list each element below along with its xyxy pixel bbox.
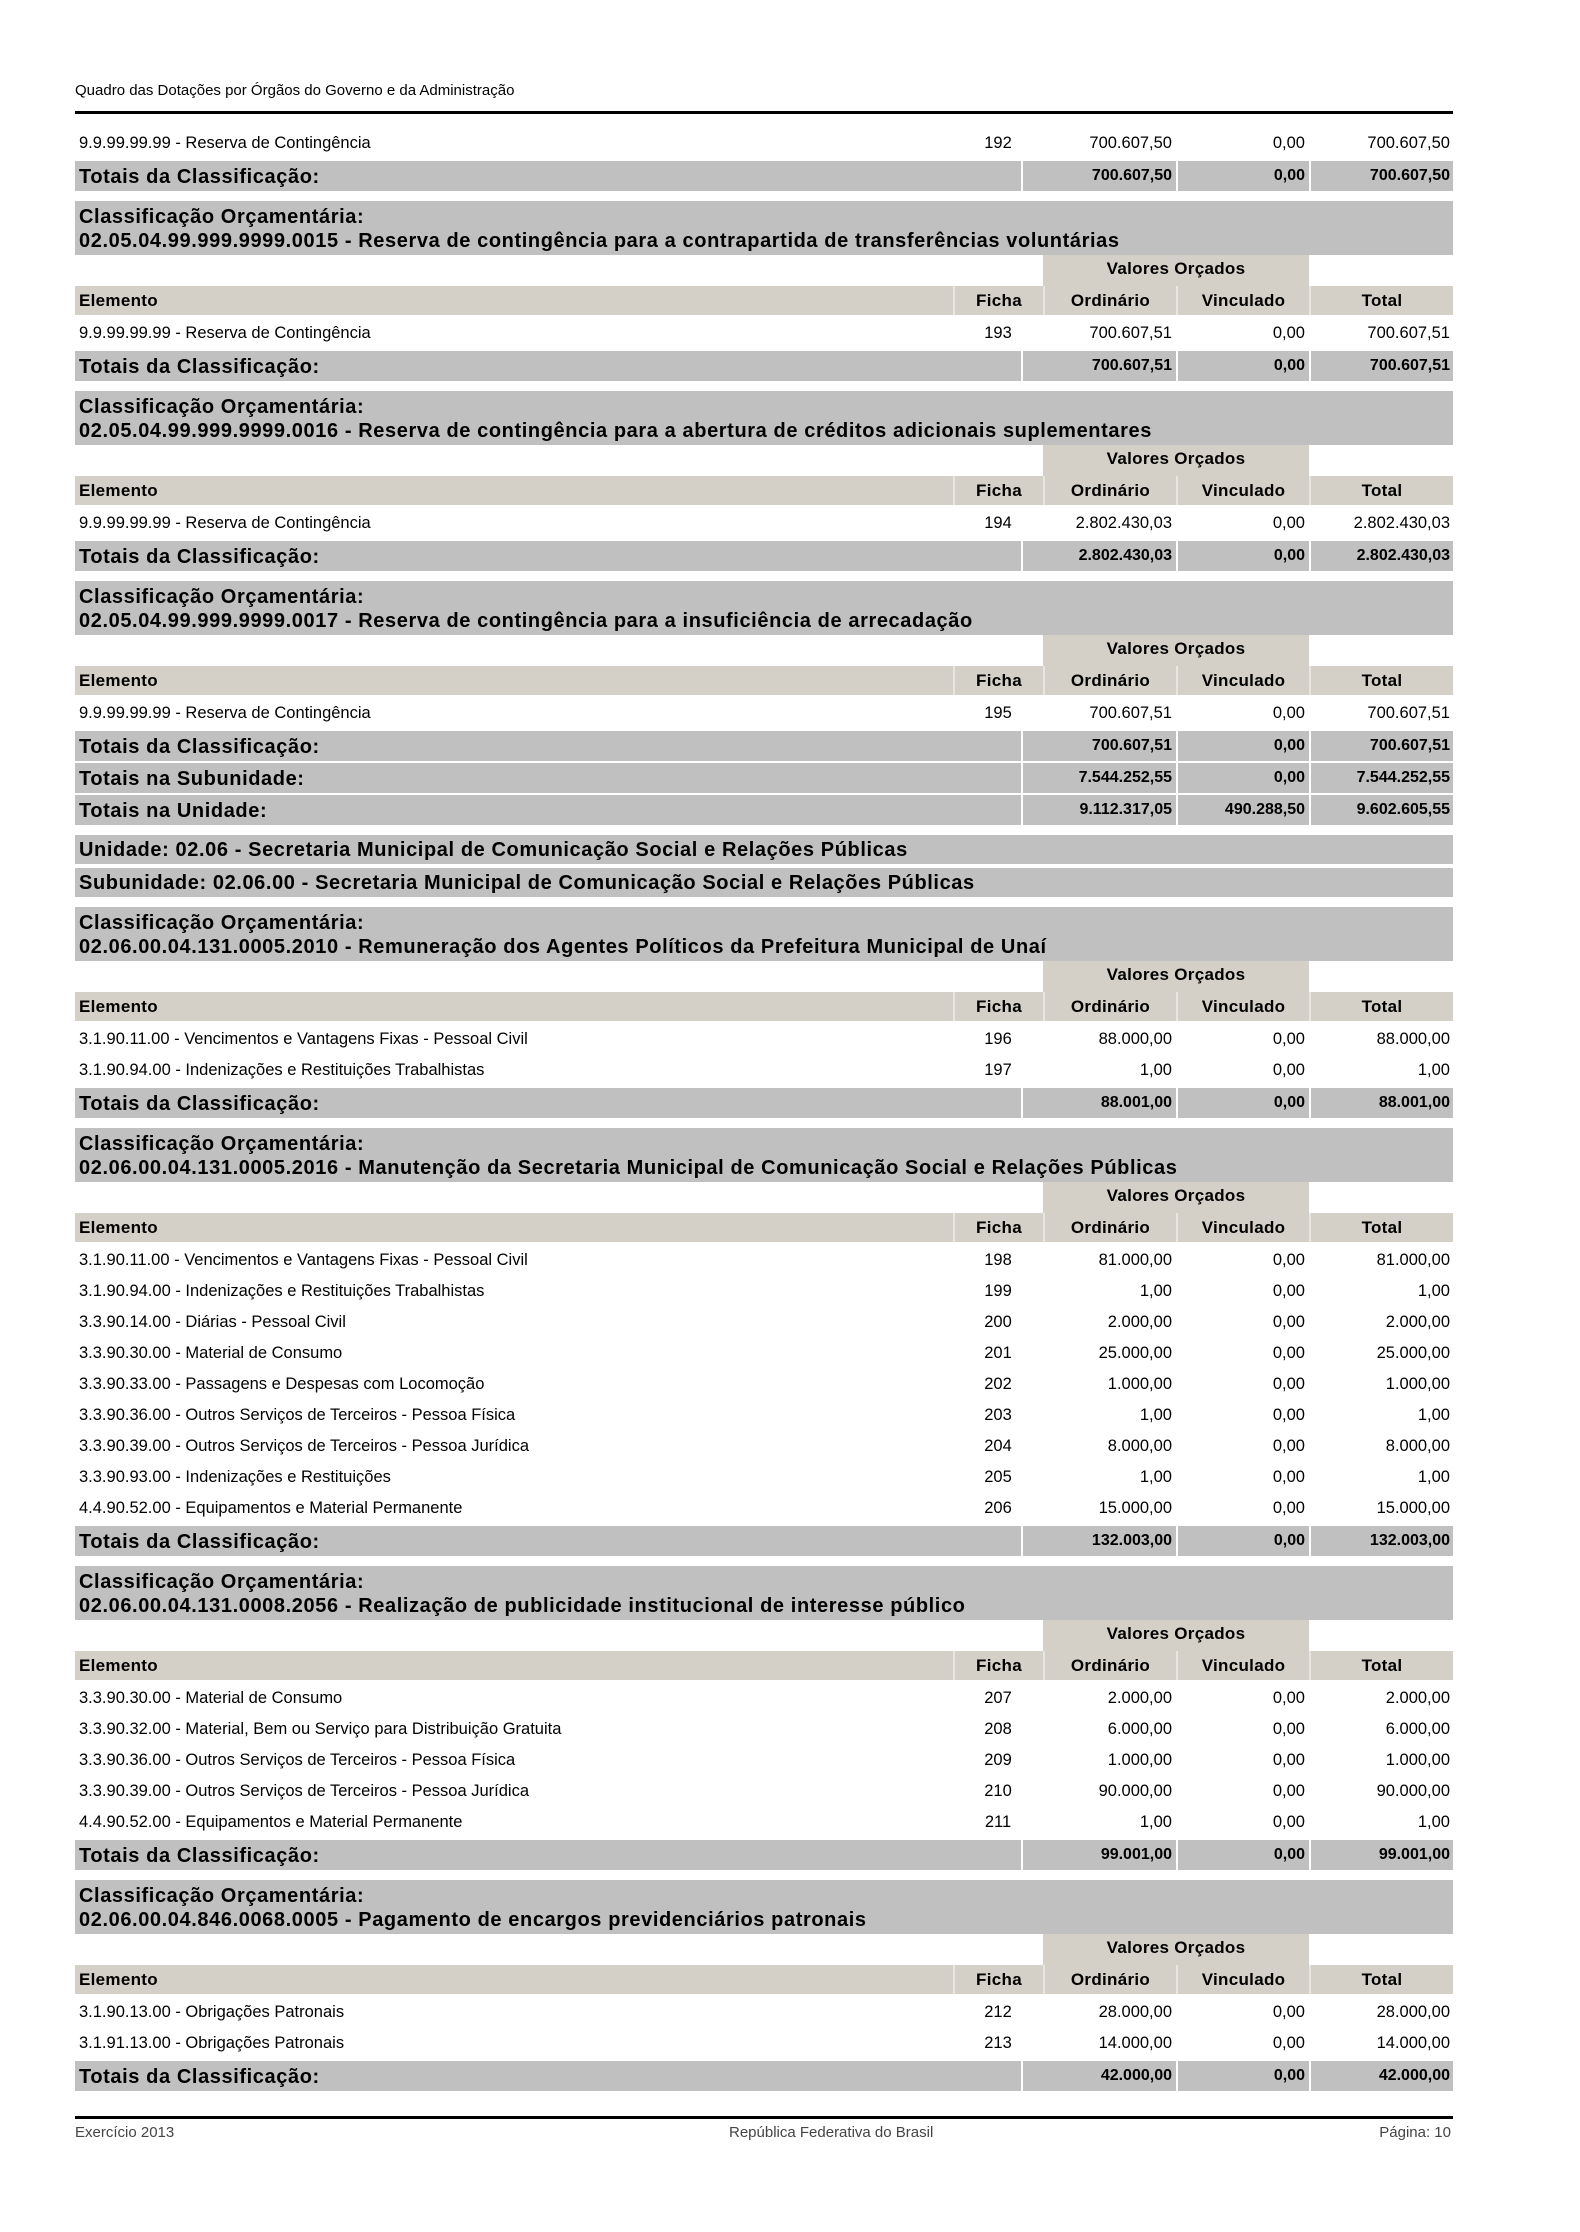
- subunit-heading: Subunidade: 02.06.00 - Secretaria Municipal de Comunicação Social e Relações Públicas: [75, 868, 1453, 897]
- classification-label: Classificação Orçamentária:: [79, 396, 365, 418]
- cell-total: 2.000,00: [1385, 1313, 1450, 1331]
- column-header-total: Total: [1309, 666, 1453, 695]
- cell-total: 25.000,00: [1376, 1344, 1450, 1362]
- totals-label: Totais da Classificação:: [75, 1526, 1021, 1556]
- unit-totals-ordinario: 9.112.317,05: [1021, 795, 1176, 825]
- cell-ordinario: 1,00: [1139, 1282, 1172, 1300]
- cell-ordinario: 8.000,00: [1107, 1437, 1172, 1455]
- classification-block: [75, 1128, 1453, 1556]
- column-header-row: [75, 286, 1453, 315]
- cell-vinculado: 0,00: [1272, 1782, 1305, 1800]
- cell-ficha: 194: [984, 514, 1012, 532]
- unit-totals-total: 9.602.605,55: [1309, 795, 1453, 825]
- column-header-ficha: Ficha: [953, 476, 1043, 505]
- cell-vinculado: 0,00: [1272, 1282, 1305, 1300]
- totals-label: Totais da Classificação:: [75, 731, 1021, 761]
- cell-ordinario: 700.607,50: [1089, 134, 1172, 152]
- column-header-total: Total: [1309, 476, 1453, 505]
- column-header-ordinario: Ordinário: [1043, 286, 1176, 315]
- cell-elemento: 9.9.99.99.99 - Reserva de Contingência: [79, 134, 371, 152]
- cell-elemento: 3.3.90.33.00 - Passagens e Despesas com Locomoção: [79, 1375, 485, 1393]
- cell-ordinario: 90.000,00: [1098, 1782, 1172, 1800]
- cell-ficha: 193: [984, 324, 1012, 342]
- table-row: [75, 2028, 1453, 2059]
- classification-block: [75, 201, 1453, 381]
- totals-ordinario: 88.001,00: [1021, 1088, 1176, 1118]
- classification-heading: [75, 1566, 1453, 1620]
- totals-vinculado: 0,00: [1176, 2061, 1309, 2091]
- table-row: [75, 1683, 1453, 1714]
- cell-vinculado: 0,00: [1272, 1344, 1305, 1362]
- cell-total: 88.000,00: [1376, 1030, 1450, 1048]
- cell-elemento: 3.1.90.11.00 - Vencimentos e Vantagens Fixas - Pessoal Civil: [79, 1251, 528, 1269]
- cell-vinculado: 0,00: [1272, 1406, 1305, 1424]
- table-row: [75, 1745, 1453, 1776]
- unit-heading: Unidade: 02.06 - Secretaria Municipal de Comunicação Social e Relações Públicas: [75, 835, 1453, 864]
- cell-elemento: 3.3.90.30.00 - Material de Consumo: [79, 1344, 343, 1362]
- footer-page-number: Página: 10: [1379, 2124, 1451, 2141]
- classification-totals-row: [75, 351, 1453, 381]
- table-row: [75, 1776, 1453, 1807]
- column-header-total: Total: [1309, 992, 1453, 1021]
- cell-total: 1,00: [1417, 1468, 1450, 1486]
- cell-elemento: 3.3.90.39.00 - Outros Serviços de Terceiros - Pessoa Jurídica: [79, 1782, 529, 1800]
- column-header-ficha: Ficha: [953, 1213, 1043, 1242]
- carryover-rows: [75, 128, 1453, 159]
- classification-code: 02.05.04.99.999.9999.0016 - Reserva de contingência para a abertura de créditos adicionais suplementares: [79, 420, 1152, 442]
- cell-total: 700.607,51: [1367, 704, 1450, 722]
- cell-elemento: 3.3.90.93.00 - Indenizações e Restituições: [79, 1468, 391, 1486]
- table-row: [75, 1493, 1453, 1524]
- cell-total: 1,00: [1417, 1061, 1450, 1079]
- cell-elemento: 3.1.90.11.00 - Vencimentos e Vantagens Fixas - Pessoal Civil: [79, 1030, 528, 1048]
- cell-vinculado: 0,00: [1272, 704, 1305, 722]
- column-header-vinculado: Vinculado: [1176, 1651, 1309, 1680]
- table-row: [75, 1276, 1453, 1307]
- classification-heading: [75, 391, 1453, 445]
- budget-values-header: [75, 255, 1453, 286]
- cell-total: 15.000,00: [1376, 1499, 1450, 1517]
- cell-ficha: 200: [984, 1313, 1012, 1331]
- classification-label: Classificação Orçamentária:: [79, 206, 365, 228]
- classification-heading: [75, 1880, 1453, 1934]
- column-header-total: Total: [1309, 286, 1453, 315]
- cell-ficha: 213: [984, 2034, 1012, 2052]
- header-spacer: [75, 1934, 1043, 1965]
- totals-label: Totais da Classificação:: [75, 161, 1021, 191]
- column-header-row: [75, 1651, 1453, 1680]
- totals-total: 700.607,50: [1309, 161, 1453, 191]
- classification-code: 02.06.00.04.846.0068.0005 - Pagamento de encargos previdenciários patronais: [79, 1909, 867, 1931]
- table-row: [75, 1997, 1453, 2028]
- budget-values-header: [75, 635, 1453, 666]
- cell-ficha: 206: [984, 1499, 1012, 1517]
- cell-ordinario: 1,00: [1139, 1468, 1172, 1486]
- cell-ficha: 199: [984, 1282, 1012, 1300]
- totals-vinculado: 0,00: [1176, 541, 1309, 571]
- column-header-vinculado: Vinculado: [1176, 1965, 1309, 1994]
- cell-vinculado: 0,00: [1272, 1313, 1305, 1331]
- cell-elemento: 3.3.90.39.00 - Outros Serviços de Terceiros - Pessoa Jurídica: [79, 1437, 529, 1455]
- column-header-vinculado: Vinculado: [1176, 992, 1309, 1021]
- column-header-elemento: Elemento: [79, 1969, 158, 1989]
- cell-ordinario: 2.000,00: [1107, 1313, 1172, 1331]
- table-row: [75, 1024, 1453, 1055]
- column-header-row: [75, 1965, 1453, 1994]
- totals-label: Totais da Classificação:: [75, 541, 1021, 571]
- report-content: [75, 128, 1453, 2093]
- column-header-ficha: Ficha: [953, 286, 1043, 315]
- cell-elemento: 9.9.99.99.99 - Reserva de Contingência: [79, 324, 371, 342]
- unit-totals-label: Totais na Unidade:: [75, 795, 1021, 825]
- header-spacer: [75, 445, 1043, 476]
- cell-total: 2.802.430,03: [1353, 514, 1450, 532]
- classification-block: [75, 391, 1453, 571]
- totals-total: 99.001,00: [1309, 1840, 1453, 1870]
- cell-total: 700.607,51: [1367, 324, 1450, 342]
- cell-vinculado: 0,00: [1272, 1061, 1305, 1079]
- footer-exercise-year: Exercício 2013: [75, 2124, 175, 2141]
- column-header-vinculado: Vinculado: [1176, 1213, 1309, 1242]
- column-header-ficha: Ficha: [953, 992, 1043, 1021]
- totals-vinculado: 0,00: [1176, 1088, 1309, 1118]
- classification-label: Classificação Orçamentária:: [79, 1885, 365, 1907]
- cell-ordinario: 700.607,51: [1089, 324, 1172, 342]
- cell-vinculado: 0,00: [1272, 1689, 1305, 1707]
- budget-values-header: [75, 1182, 1453, 1213]
- classification-code: 02.06.00.04.131.0008.2056 - Realização de publicidade institucional de interesse público: [79, 1595, 966, 1617]
- cell-ordinario: 2.802.430,03: [1075, 514, 1172, 532]
- table-row: [75, 1369, 1453, 1400]
- valores-orcados-label: Valores Orçados: [1043, 1182, 1309, 1213]
- cell-vinculado: 0,00: [1272, 1375, 1305, 1393]
- cell-total: 2.000,00: [1385, 1689, 1450, 1707]
- cell-elemento: 3.3.90.32.00 - Material, Bem ou Serviço para Distribuição Gratuita: [79, 1720, 562, 1738]
- classification-heading: [75, 907, 1453, 961]
- table-row: [75, 698, 1453, 729]
- header-spacer: [75, 1620, 1043, 1651]
- classification-block: [75, 907, 1453, 1118]
- column-header-ficha: Ficha: [953, 1965, 1043, 1994]
- cell-elemento: 9.9.99.99.99 - Reserva de Contingência: [79, 704, 371, 722]
- cell-ficha: 197: [984, 1061, 1012, 1079]
- valores-orcados-label: Valores Orçados: [1043, 635, 1309, 666]
- header-spacer: [75, 635, 1043, 666]
- cell-ficha: 205: [984, 1468, 1012, 1486]
- classification-heading: [75, 1128, 1453, 1182]
- column-header-row: [75, 992, 1453, 1021]
- valores-orcados-label: Valores Orçados: [1043, 1620, 1309, 1651]
- valores-orcados-label: Valores Orçados: [1043, 1934, 1309, 1965]
- classification-block: [75, 581, 1453, 761]
- cell-elemento: 3.3.90.30.00 - Material de Consumo: [79, 1689, 343, 1707]
- table-row: [75, 1714, 1453, 1745]
- column-header-ordinario: Ordinário: [1043, 476, 1176, 505]
- classification-totals-row: [75, 2061, 1453, 2091]
- cell-vinculado: 0,00: [1272, 1251, 1305, 1269]
- column-header-vinculado: Vinculado: [1176, 286, 1309, 315]
- cell-ordinario: 14.000,00: [1098, 2034, 1172, 2052]
- cell-ordinario: 1,00: [1139, 1061, 1172, 1079]
- classification-totals-row: [75, 541, 1453, 571]
- column-header-elemento: Elemento: [79, 290, 158, 310]
- cell-total: 8.000,00: [1385, 1437, 1450, 1455]
- table-row: [75, 128, 1453, 159]
- cell-vinculado: 0,00: [1272, 1813, 1305, 1831]
- budget-values-header: [75, 1934, 1453, 1965]
- cell-ficha: 207: [984, 1689, 1012, 1707]
- table-row: [75, 1338, 1453, 1369]
- cell-ordinario: 700.607,51: [1089, 704, 1172, 722]
- cell-total: 1,00: [1417, 1813, 1450, 1831]
- header-spacer: [75, 961, 1043, 992]
- totals-ordinario: 700.607,51: [1021, 731, 1176, 761]
- cell-vinculado: 0,00: [1272, 134, 1305, 152]
- column-header-elemento: Elemento: [79, 1655, 158, 1675]
- column-header-total: Total: [1309, 1965, 1453, 1994]
- column-header-row: [75, 1213, 1453, 1242]
- subunit-totals-ordinario: 7.544.252,55: [1021, 763, 1176, 793]
- header-spacer: [75, 1182, 1043, 1213]
- cell-ordinario: 2.000,00: [1107, 1689, 1172, 1707]
- cell-elemento: 3.1.90.13.00 - Obrigações Patronais: [79, 2003, 345, 2021]
- classification-heading: [75, 201, 1453, 255]
- cell-ordinario: 6.000,00: [1107, 1720, 1172, 1738]
- cell-total: 6.000,00: [1385, 1720, 1450, 1738]
- classification-heading: [75, 581, 1453, 635]
- cell-vinculado: 0,00: [1272, 1499, 1305, 1517]
- cell-total: 700.607,50: [1367, 134, 1450, 152]
- cell-ficha: 208: [984, 1720, 1012, 1738]
- cell-total: 14.000,00: [1376, 2034, 1450, 2052]
- totals-label: Totais da Classificação:: [75, 1088, 1021, 1118]
- cell-ficha: 211: [984, 1813, 1012, 1831]
- classification-totals-row: [75, 1526, 1453, 1556]
- cell-total: 1,00: [1417, 1406, 1450, 1424]
- classification-block: [75, 1566, 1453, 1870]
- totals-vinculado: 0,00: [1176, 1840, 1309, 1870]
- classification-label: Classificação Orçamentária:: [79, 1133, 365, 1155]
- cell-ordinario: 1,00: [1139, 1813, 1172, 1831]
- totals-label: Totais da Classificação:: [75, 1840, 1021, 1870]
- cell-vinculado: 0,00: [1272, 1437, 1305, 1455]
- column-header-vinculado: Vinculado: [1176, 666, 1309, 695]
- classification-label: Classificação Orçamentária:: [79, 1571, 365, 1593]
- classification-code: 02.05.04.99.999.9999.0017 - Reserva de contingência para a insuficiência de arrecadação: [79, 610, 973, 632]
- column-header-elemento: Elemento: [79, 480, 158, 500]
- column-header-ordinario: Ordinário: [1043, 1651, 1176, 1680]
- totals-label: Totais da Classificação:: [75, 2061, 1021, 2091]
- cell-elemento: 9.9.99.99.99 - Reserva de Contingência: [79, 514, 371, 532]
- classification-blocks-unit-0205: [75, 201, 1453, 761]
- cell-total: 1.000,00: [1385, 1751, 1450, 1769]
- cell-total: 90.000,00: [1376, 1782, 1450, 1800]
- cell-ficha: 210: [984, 1782, 1012, 1800]
- cell-elemento: 3.1.90.94.00 - Indenizações e Restituições Trabalhistas: [79, 1061, 485, 1079]
- cell-ficha: 212: [984, 2003, 1012, 2021]
- classification-totals-row: [75, 161, 1453, 191]
- totals-total: 2.802.430,03: [1309, 541, 1453, 571]
- classification-label: Classificação Orçamentária:: [79, 586, 365, 608]
- cell-ordinario: 25.000,00: [1098, 1344, 1172, 1362]
- cell-ficha: 202: [984, 1375, 1012, 1393]
- subunit-totals-total: 7.544.252,55: [1309, 763, 1453, 793]
- classification-totals-row: [75, 1088, 1453, 1118]
- column-header-total: Total: [1309, 1213, 1453, 1242]
- totals-label: Totais da Classificação:: [75, 351, 1021, 381]
- classification-totals-row: [75, 731, 1453, 761]
- totals-total: 700.607,51: [1309, 731, 1453, 761]
- totals-vinculado: 0,00: [1176, 351, 1309, 381]
- valores-orcados-label: Valores Orçados: [1043, 961, 1309, 992]
- classification-code: 02.06.00.04.131.0005.2016 - Manutenção da Secretaria Municipal de Comunicação Social e Relações Públicas: [79, 1157, 1178, 1179]
- column-header-total: Total: [1309, 1651, 1453, 1680]
- classification-blocks-unit-0206: [75, 907, 1453, 2091]
- subunit-totals-row: [75, 763, 1453, 793]
- cell-total: 1.000,00: [1385, 1375, 1450, 1393]
- cell-elemento: 3.1.90.94.00 - Indenizações e Restituições Trabalhistas: [79, 1282, 485, 1300]
- table-row: [75, 1245, 1453, 1276]
- cell-vinculado: 0,00: [1272, 1468, 1305, 1486]
- cell-elemento: 3.3.90.14.00 - Diárias - Pessoal Civil: [79, 1313, 346, 1331]
- unit-totals-row: [75, 795, 1453, 825]
- cell-elemento: 3.1.91.13.00 - Obrigações Patronais: [79, 2034, 345, 2052]
- table-row: [75, 1462, 1453, 1493]
- subunit-totals-label: Totais na Subunidade:: [75, 763, 1021, 793]
- cell-ordinario: 81.000,00: [1098, 1251, 1172, 1269]
- cell-vinculado: 0,00: [1272, 514, 1305, 532]
- table-row: [75, 1307, 1453, 1338]
- cell-vinculado: 0,00: [1272, 2003, 1305, 2021]
- cell-ordinario: 15.000,00: [1098, 1499, 1172, 1517]
- cell-ficha: 192: [984, 134, 1012, 152]
- column-header-elemento: Elemento: [79, 670, 158, 690]
- totals-ordinario: 700.607,51: [1021, 351, 1176, 381]
- column-header-ficha: Ficha: [953, 666, 1043, 695]
- table-row: [75, 1055, 1453, 1086]
- column-header-elemento: Elemento: [79, 996, 158, 1016]
- totals-ordinario: 132.003,00: [1021, 1526, 1176, 1556]
- cell-elemento: 4.4.90.52.00 - Equipamentos e Material Permanente: [79, 1813, 463, 1831]
- header-divider: [75, 111, 1453, 114]
- column-header-ordinario: Ordinário: [1043, 992, 1176, 1021]
- table-row: [75, 1400, 1453, 1431]
- totals-ordinario: 42.000,00: [1021, 2061, 1176, 2091]
- cell-total: 1,00: [1417, 1282, 1450, 1300]
- valores-orcados-label: Valores Orçados: [1043, 255, 1309, 286]
- cell-ordinario: 28.000,00: [1098, 2003, 1172, 2021]
- classification-code: 02.05.04.99.999.9999.0015 - Reserva de contingência para a contrapartida de transferências voluntárias: [79, 230, 1120, 252]
- column-header-elemento: Elemento: [79, 1217, 158, 1237]
- cell-ordinario: 88.000,00: [1098, 1030, 1172, 1048]
- cell-vinculado: 0,00: [1272, 1720, 1305, 1738]
- budget-values-header: [75, 1620, 1453, 1651]
- totals-total: 700.607,51: [1309, 351, 1453, 381]
- cell-total: 28.000,00: [1376, 2003, 1450, 2021]
- header-spacer: [75, 255, 1043, 286]
- cell-ficha: 198: [984, 1251, 1012, 1269]
- cell-ficha: 195: [984, 704, 1012, 722]
- budget-values-header: [75, 961, 1453, 992]
- totals-ordinario: 99.001,00: [1021, 1840, 1176, 1870]
- cell-ficha: 203: [984, 1406, 1012, 1424]
- totals-vinculado: 0,00: [1176, 1526, 1309, 1556]
- table-row: [75, 508, 1453, 539]
- column-header-row: [75, 476, 1453, 505]
- totals-vinculado: 0,00: [1176, 731, 1309, 761]
- cell-ordinario: 1,00: [1139, 1406, 1172, 1424]
- cell-ordinario: 1.000,00: [1107, 1375, 1172, 1393]
- document-title: Quadro das Dotações por Órgãos do Governo e da Administração: [75, 82, 515, 99]
- column-header-ordinario: Ordinário: [1043, 666, 1176, 695]
- cell-total: 81.000,00: [1376, 1251, 1450, 1269]
- cell-ordinario: 1.000,00: [1107, 1751, 1172, 1769]
- totals-vinculado: 0,00: [1176, 161, 1309, 191]
- subunit-totals-vinculado: 0,00: [1176, 763, 1309, 793]
- classification-totals-row: [75, 1840, 1453, 1870]
- totals-ordinario: 700.607,50: [1021, 161, 1176, 191]
- column-header-row: [75, 666, 1453, 695]
- cell-elemento: 3.3.90.36.00 - Outros Serviços de Terceiros - Pessoa Física: [79, 1406, 516, 1424]
- budget-values-header: [75, 445, 1453, 476]
- unit-totals-vinculado: 490.288,50: [1176, 795, 1309, 825]
- footer-divider: [75, 2116, 1453, 2119]
- totals-total: 132.003,00: [1309, 1526, 1453, 1556]
- column-header-vinculado: Vinculado: [1176, 476, 1309, 505]
- column-header-ordinario: Ordinário: [1043, 1965, 1176, 1994]
- footer-country: República Federativa do Brasil: [729, 2124, 934, 2141]
- cell-elemento: 4.4.90.52.00 - Equipamentos e Material Permanente: [79, 1499, 463, 1517]
- cell-vinculado: 0,00: [1272, 2034, 1305, 2052]
- totals-total: 42.000,00: [1309, 2061, 1453, 2091]
- column-header-ordinario: Ordinário: [1043, 1213, 1176, 1242]
- table-row: [75, 1807, 1453, 1838]
- cell-vinculado: 0,00: [1272, 1751, 1305, 1769]
- table-row: [75, 1431, 1453, 1462]
- column-header-ficha: Ficha: [953, 1651, 1043, 1680]
- valores-orcados-label: Valores Orçados: [1043, 445, 1309, 476]
- cell-ficha: 201: [984, 1344, 1012, 1362]
- cell-ficha: 209: [984, 1751, 1012, 1769]
- classification-block: [75, 1880, 1453, 2091]
- cell-vinculado: 0,00: [1272, 324, 1305, 342]
- cell-ficha: 204: [984, 1437, 1012, 1455]
- table-row: [75, 318, 1453, 349]
- classification-code: 02.06.00.04.131.0005.2010 - Remuneração dos Agentes Políticos da Prefeitura Municipal de Unaí: [79, 936, 1047, 958]
- cell-vinculado: 0,00: [1272, 1030, 1305, 1048]
- cell-elemento: 3.3.90.36.00 - Outros Serviços de Terceiros - Pessoa Física: [79, 1751, 516, 1769]
- totals-total: 88.001,00: [1309, 1088, 1453, 1118]
- classification-label: Classificação Orçamentária:: [79, 912, 365, 934]
- cell-ficha: 196: [984, 1030, 1012, 1048]
- totals-ordinario: 2.802.430,03: [1021, 541, 1176, 571]
